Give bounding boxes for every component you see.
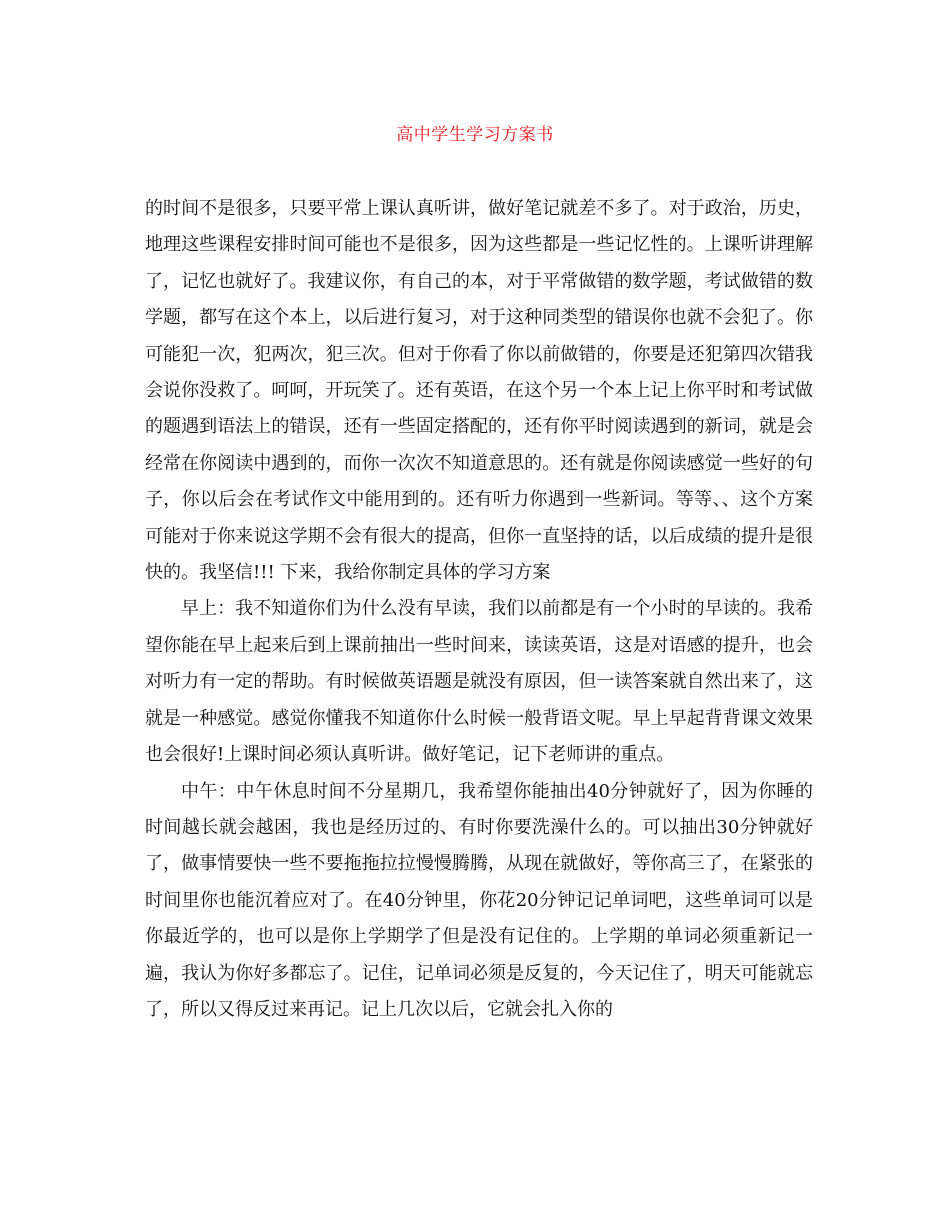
paragraph-morning-plan: 早上：我不知道你们为什么没有早读，我们以前都是有一个小时的早读的。我希望你能在早上起来后到上课前抽出一些时间来，读读英语，这是对语感的提升，也会对听力有一定的帮助。有时候做英语题是就没有原因，但一读答案就自然出来了，这就是一种感觉。感觉你懂我不知道你什么时候一般背语文呢。早上早起背背课文效果也会很好!上课时间必须认真听讲。做好笔记，记下老师讲的重点。 — [145, 598, 813, 766]
paragraph-study-advice: 的时间不是很多，只要平常上课认真听讲，做好笔记就差不多了。对于政治，历史，地理这些课程安排时间可能也不是很多，因为这些都是一些记忆性的。上课听讲理解了，记忆也就好了。我建议你，有自己的本，对于平常做错的数学题，考试做错的数学题，都写在这个本上，以后进行复习，对于这种同类型的错误你也就不会犯了。你可能犯一次，犯两次，犯三次。但对于你看了你以前做错的，你要是还犯第四次错我会说你没救了。呵呵，开玩笑了。还有英语，在这个另一个本上记上你平时和考试做的题遇到语法上的错误，还有一些固定搭配的，还有你平时阅读遇到的新词，就是会经常在你阅读中遇到的，而你一次次不知道意思的。还有就是你阅读感觉一些好的句子，你以后会在考试作文中能用到的。还有听力你遇到一些新词。等等、、这个方案可能对于你来说这学期不会有很大的提高，但你一直坚持的话，以后成绩的提升是很快的。我坚信!!! 下来，我给你制定具体的学习方案 — [145, 198, 813, 584]
document-title: 高中学生学习方案书 — [396, 125, 554, 145]
paragraph-noon-plan: 中午：中午休息时间不分星期几，我希望你能抽出40分钟就好了，因为你睡的时间越长就会越困，我也是经历过的、有时你要洗澡什么的。可以抽出30分钟就好了，做事情要快一些不要拖拖拉拉慢慢腾腾，从现在就做好，等你高三了，在紧张的时间里你也能沉着应对了。在40分钟里，你花20分钟记记单词吧，这些单词可以是你最近学的，也可以是你上学期学了但是没有记住的。上学期的单词必须重新记一遍，我认为你好多都忘了。记住，记单词必须是反复的，今天记住了，明天可能就忘了，所以又得反过来再记。记上几次以后，它就会扎入你的 — [145, 780, 813, 1020]
document-body — [145, 191, 813, 1028]
